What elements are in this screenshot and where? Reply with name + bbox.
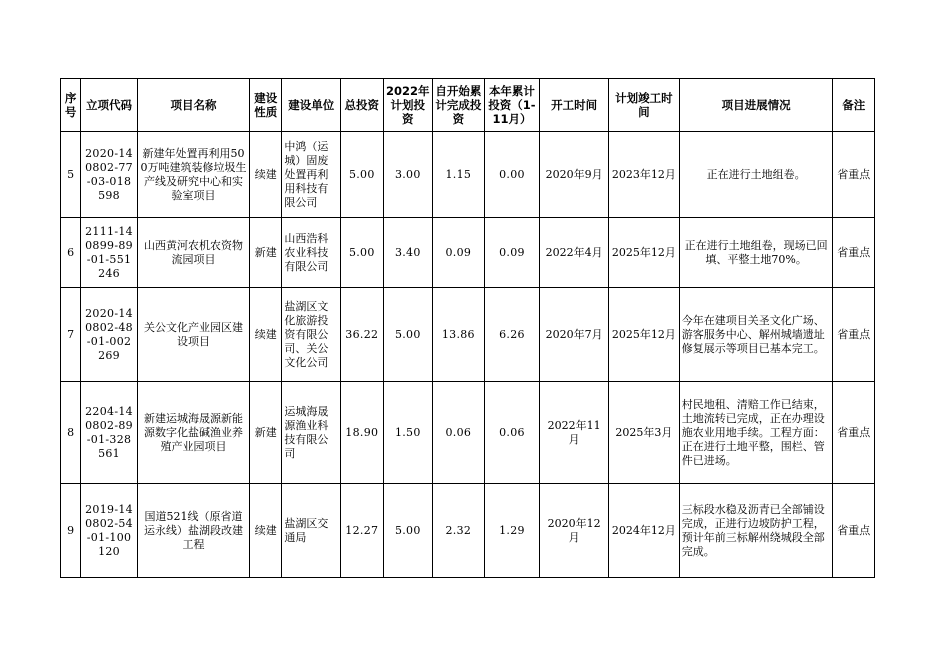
cell-year: 0.00: [484, 132, 540, 218]
cell-plan: 3.00: [383, 132, 433, 218]
header-project-name: 项目名称: [137, 79, 249, 132]
cell-cumulative: 0.06: [433, 382, 485, 484]
cell-nature: 新建: [250, 218, 282, 288]
cell-project-name: 新建年处置再利用500万吨建筑装修垃圾生产线及研究中心和实验室项目: [137, 132, 249, 218]
header-year-cumulative: 本年累计投资（1-11月）: [484, 79, 540, 132]
cell-end: 2025年12月: [609, 218, 680, 288]
cell-seq: 6: [61, 218, 81, 288]
cell-progress: 正在进行土地组卷，现场已回填、平整土地70%。: [679, 218, 833, 288]
table-row: [61, 382, 875, 484]
cell-end: 2025年12月: [609, 288, 680, 382]
header-unit: 建设单位: [282, 79, 341, 132]
cell-remark: 省重点: [833, 218, 875, 288]
cell-nature: 续建: [250, 484, 282, 578]
table-row: [61, 484, 875, 578]
cell-unit: 中鸿（运城）固废处置再利用科技有限公司: [282, 132, 341, 218]
header-cumulative: 自开始累计完成投资: [433, 79, 485, 132]
cell-remark: 省重点: [833, 382, 875, 484]
header-row: [61, 79, 875, 132]
cell-code: 2020-140802-77-03-018598: [81, 132, 138, 218]
header-start-time: 开工时间: [540, 79, 609, 132]
cell-cumulative: 0.09: [433, 218, 485, 288]
cell-year: 0.06: [484, 382, 540, 484]
header-progress: 项目进展情况: [679, 79, 833, 132]
header-seq: 序号: [61, 79, 81, 132]
cell-seq: 5: [61, 132, 81, 218]
cell-start: 2022年4月: [540, 218, 609, 288]
header-total-investment: 总投资: [341, 79, 383, 132]
cell-seq: 8: [61, 382, 81, 484]
cell-seq: 7: [61, 288, 81, 382]
cell-unit: 盐湖区文化旅游投资有限公司、关公文化公司: [282, 288, 341, 382]
project-table: [60, 78, 875, 578]
cell-plan: 3.40: [383, 218, 433, 288]
cell-seq: 9: [61, 484, 81, 578]
cell-code: 2020-140802-48-01-002269: [81, 288, 138, 382]
cell-total: 18.90: [341, 382, 383, 484]
cell-code: 2111-140899-89-01-551246: [81, 218, 138, 288]
cell-start: 2020年7月: [540, 288, 609, 382]
cell-remark: 省重点: [833, 484, 875, 578]
cell-year: 0.09: [484, 218, 540, 288]
cell-start: 2020年12月: [540, 484, 609, 578]
cell-nature: 续建: [250, 288, 282, 382]
cell-end: 2024年12月: [609, 484, 680, 578]
cell-year: 1.29: [484, 484, 540, 578]
cell-progress: 村民地租、清赔工作已结束，土地流转已完成，正在办理设施农业用地手续。工程方面：正在进行土地平整，围栏、管件已进场。: [679, 382, 833, 484]
cell-project-name: 新建运城海晟源新能源数字化盐碱渔业养殖产业园项目: [137, 382, 249, 484]
cell-project-name: 关公文化产业园区建设项目: [137, 288, 249, 382]
cell-progress: 今年在建项目关圣文化广场、游客服务中心、解州城墙遗址修复展示等项目已基本完工。: [679, 288, 833, 382]
cell-total: 12.27: [341, 484, 383, 578]
table-row: [61, 218, 875, 288]
cell-unit: 山西浩科农业科技有限公司: [282, 218, 341, 288]
cell-code: 2019-140802-54-01-100120: [81, 484, 138, 578]
cell-plan: 5.00: [383, 484, 433, 578]
cell-progress: 正在进行土地组卷。: [679, 132, 833, 218]
cell-progress: 三标段水稳及沥青已全部铺设完成，正进行边坡防护工程，预计年前三标解州绕城段全部完成。: [679, 484, 833, 578]
cell-start: 2022年11月: [540, 382, 609, 484]
cell-end: 2023年12月: [609, 132, 680, 218]
cell-unit: 盐湖区交通局: [282, 484, 341, 578]
cell-code: 2204-140802-89-01-328561: [81, 382, 138, 484]
header-completion-time: 计划竣工时间: [609, 79, 680, 132]
header-nature: 建设性质: [250, 79, 282, 132]
cell-unit: 运城海晟源渔业科技有限公司: [282, 382, 341, 484]
cell-cumulative: 13.86: [433, 288, 485, 382]
cell-project-name: 国道521线（原省道运永线）盐湖段改建工程: [137, 484, 249, 578]
cell-total: 5.00: [341, 218, 383, 288]
table-row: [61, 132, 875, 218]
cell-project-name: 山西黄河农机农资物流园项目: [137, 218, 249, 288]
cell-cumulative: 2.32: [433, 484, 485, 578]
cell-nature: 续建: [250, 132, 282, 218]
cell-year: 6.26: [484, 288, 540, 382]
cell-plan: 5.00: [383, 288, 433, 382]
header-code: 立项代码: [81, 79, 138, 132]
cell-nature: 新建: [250, 382, 282, 484]
cell-plan: 1.50: [383, 382, 433, 484]
cell-total: 36.22: [341, 288, 383, 382]
header-plan-2022: 2022年计划投资: [383, 79, 433, 132]
cell-start: 2020年9月: [540, 132, 609, 218]
cell-remark: 省重点: [833, 288, 875, 382]
table-row: [61, 288, 875, 382]
cell-end: 2025年3月: [609, 382, 680, 484]
cell-cumulative: 1.15: [433, 132, 485, 218]
cell-remark: 省重点: [833, 132, 875, 218]
cell-total: 5.00: [341, 132, 383, 218]
header-remark: 备注: [833, 79, 875, 132]
